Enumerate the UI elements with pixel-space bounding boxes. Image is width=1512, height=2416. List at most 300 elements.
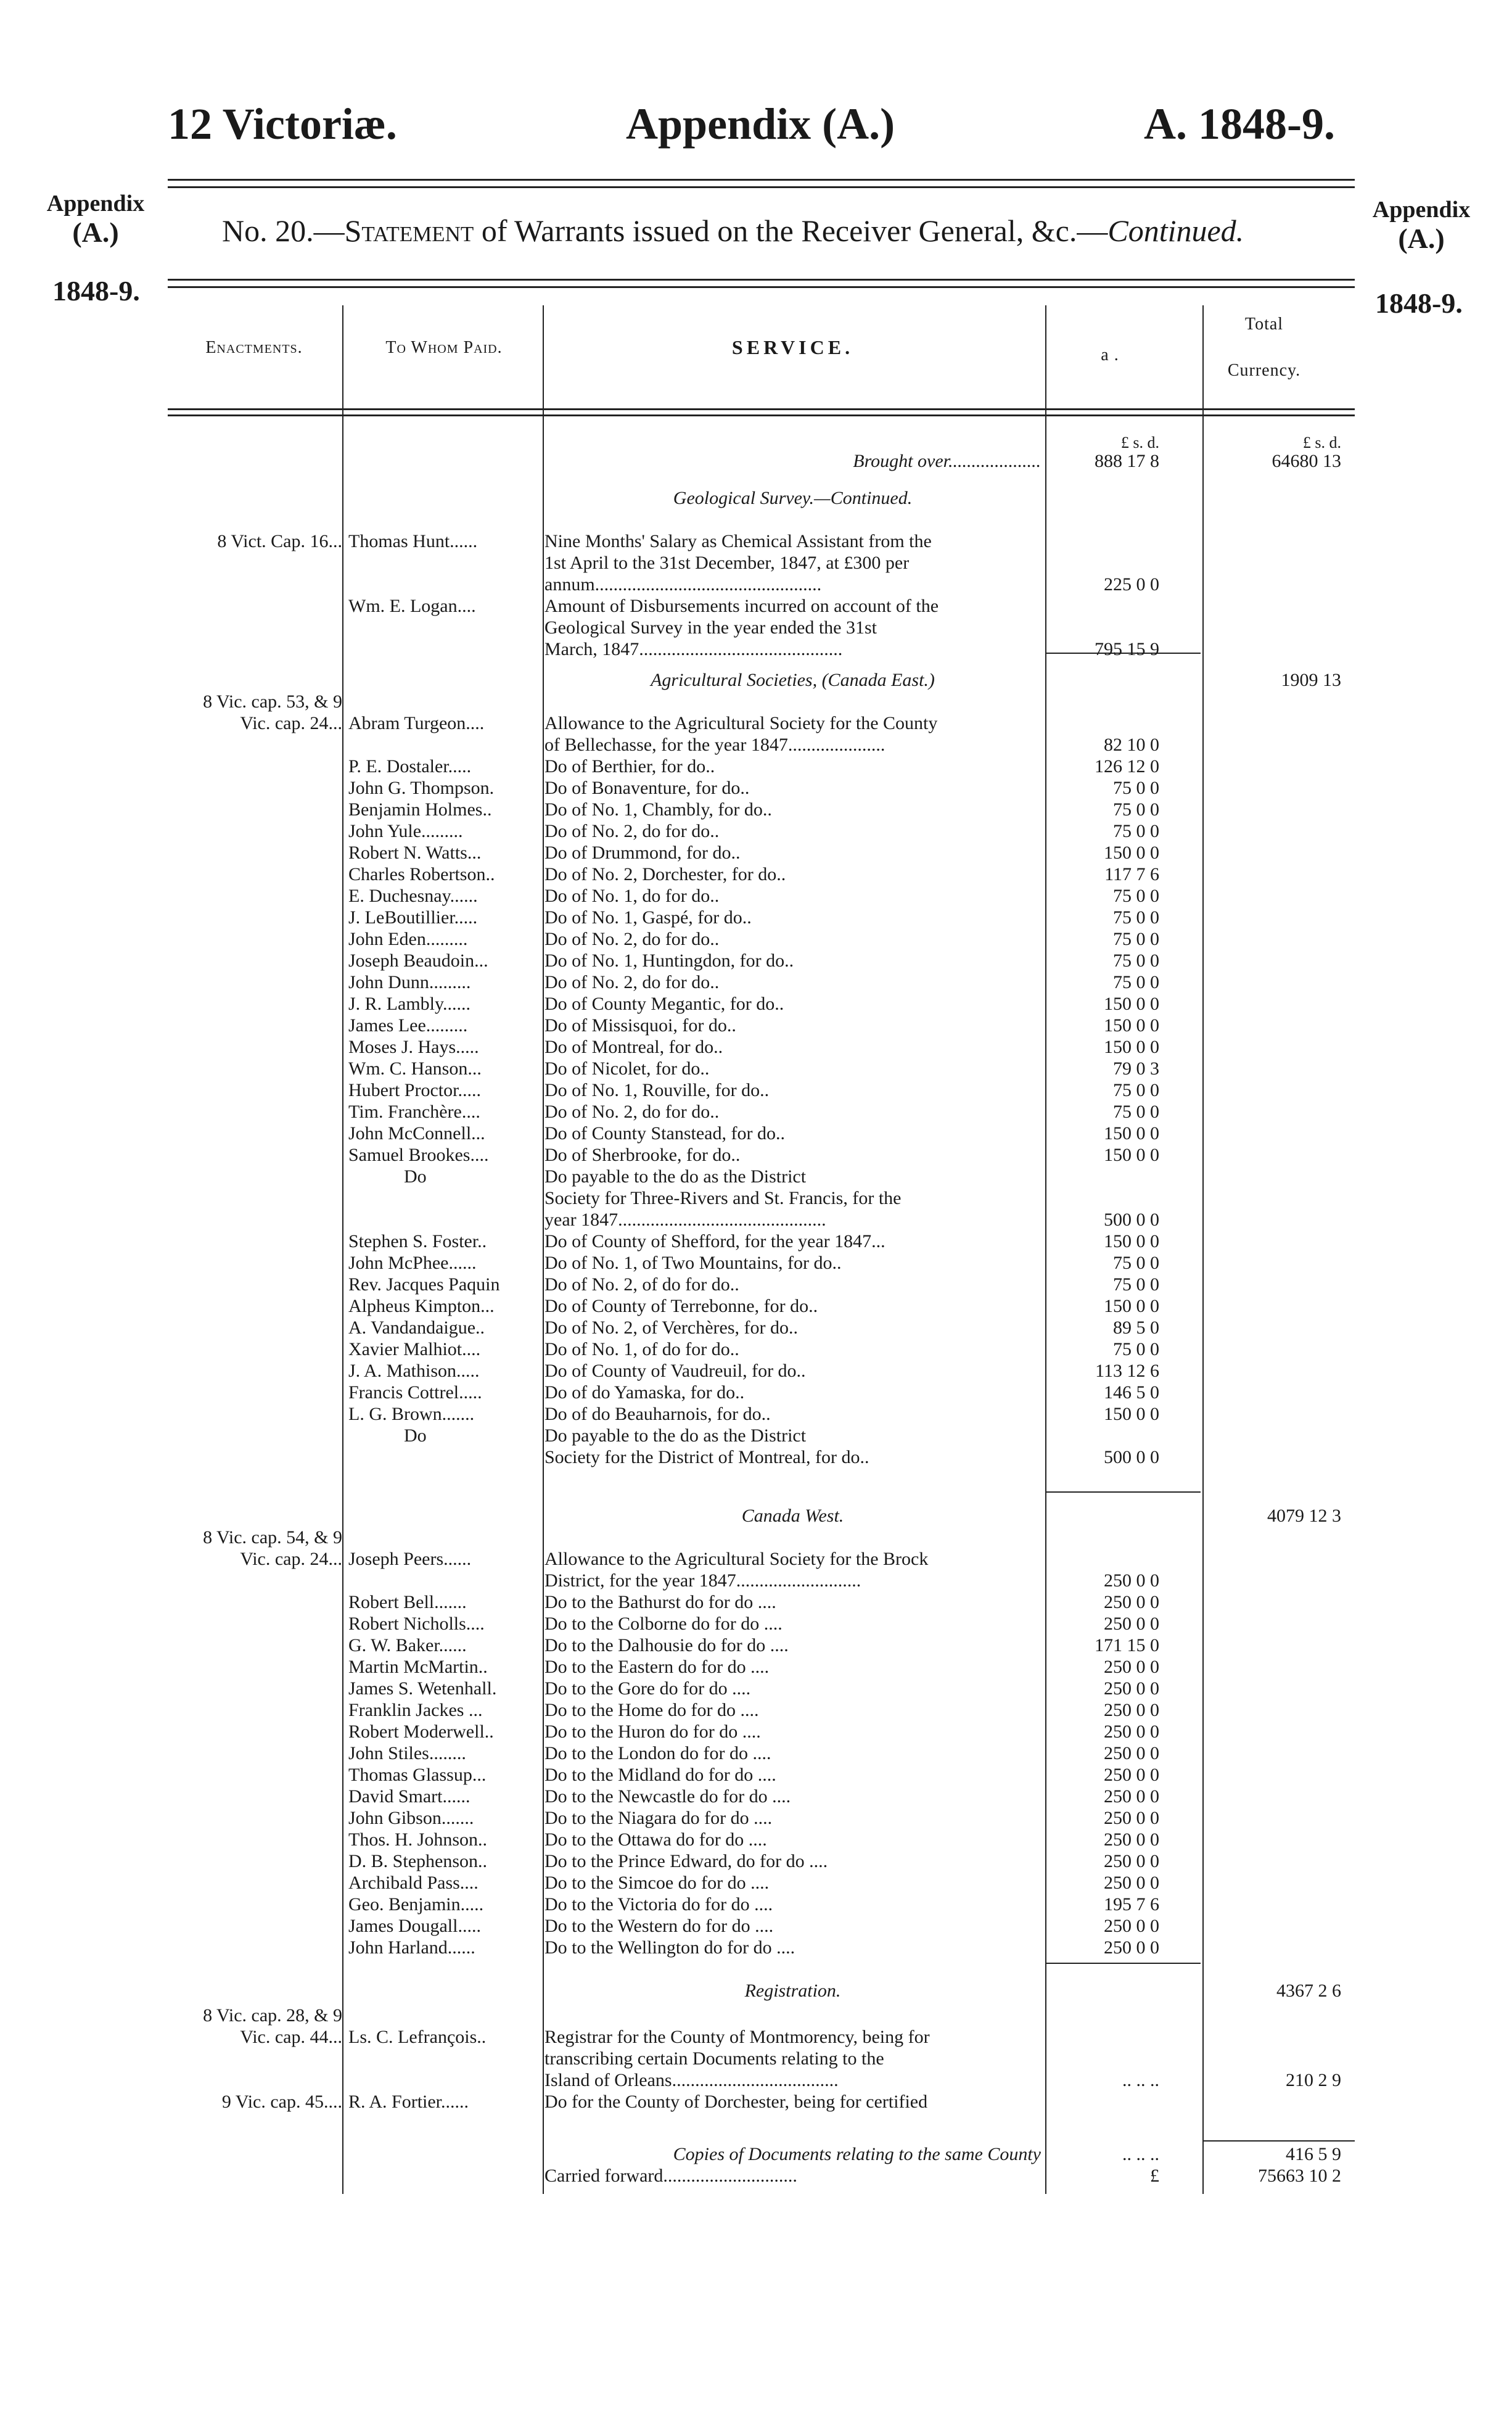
table-row bbox=[0, 2165, 1512, 2187]
service-cell: Canada West. bbox=[741, 1506, 844, 1526]
table-row bbox=[0, 595, 1512, 617]
payee-cell: John G. Thompson. bbox=[348, 778, 495, 798]
table-row bbox=[0, 1036, 1512, 1058]
table-row bbox=[0, 2005, 1512, 2026]
amount-cell: 75 0 0 bbox=[1113, 972, 1159, 992]
table-row bbox=[0, 1570, 1512, 1591]
service-cell: Do to the Ottawa do for do .... bbox=[544, 1829, 767, 1850]
total-cell: 416 5 9 bbox=[1286, 2144, 1341, 2164]
title-middle: of Warrants issued on the Receiver General, &c.— bbox=[474, 213, 1108, 248]
service-cell: Do to the Victoria do for do .... bbox=[544, 1894, 773, 1915]
service-cell: Carried forward............................. bbox=[544, 2166, 797, 2186]
service-cell: Do to the Niagara do for do .... bbox=[544, 1808, 773, 1828]
service-cell: Do of No. 1, do for do.. bbox=[544, 886, 720, 906]
service-cell: Do of No. 2, do for do.. bbox=[544, 972, 720, 992]
service-cell: Do to the London do for do .... bbox=[544, 1743, 771, 1763]
service-cell: Allowance to the Agricultural Society for the County bbox=[544, 713, 938, 733]
service-cell: Do of County Megantic, for do.. bbox=[544, 994, 784, 1014]
service-cell: Brought over.................... bbox=[853, 451, 1041, 471]
subtotal-rule-3 bbox=[1046, 1963, 1201, 1964]
header-right: A. 1848-9. bbox=[1144, 99, 1335, 149]
payee-cell: Geo. Benjamin..... bbox=[348, 1894, 484, 1915]
service-cell: Do of Montreal, for do.. bbox=[544, 1037, 723, 1057]
table-row bbox=[0, 1403, 1512, 1425]
amount-cell: 500 0 0 bbox=[1104, 1210, 1159, 1230]
total-cell: 1909 13 bbox=[1281, 670, 1341, 690]
amount-cell: 250 0 0 bbox=[1104, 1916, 1159, 1936]
amount-cell: 250 0 0 bbox=[1104, 1570, 1159, 1591]
table-row bbox=[0, 2026, 1512, 2048]
service-cell: Do of No. 2, Dorchester, for do.. bbox=[544, 864, 786, 884]
header-center: Appendix (A.) bbox=[626, 99, 895, 149]
table-row bbox=[0, 950, 1512, 971]
title-rule-top bbox=[168, 279, 1355, 281]
colhead-rule-bottom bbox=[168, 414, 1355, 416]
table-row bbox=[0, 669, 1512, 691]
margin-appendix-label: Appendix bbox=[46, 191, 145, 216]
lsd-heading-amount: £ s. d. bbox=[1120, 434, 1159, 451]
amount-cell: 150 0 0 bbox=[1104, 843, 1159, 863]
margin-a-label-right: (A.) bbox=[1398, 222, 1445, 254]
payee-cell: John Harland...... bbox=[348, 1937, 475, 1958]
table-row bbox=[0, 712, 1512, 734]
payee-cell: Xavier Malhiot.... bbox=[348, 1339, 481, 1359]
payee-cell: Do bbox=[404, 1166, 427, 1187]
table-row bbox=[0, 1252, 1512, 1274]
service-cell: Do of Sherbrooke, for do.. bbox=[544, 1145, 741, 1165]
colhead-rule-top bbox=[168, 408, 1355, 410]
service-cell: Nine Months' Salary as Chemical Assistant from the bbox=[544, 531, 932, 551]
service-cell: Do of No. 2, do for do.. bbox=[544, 821, 720, 841]
table-row bbox=[0, 1613, 1512, 1635]
service-cell: Do for the County of Dorchester, being for certified bbox=[544, 2092, 928, 2112]
table-row bbox=[0, 1058, 1512, 1079]
payee-cell: E. Duchesnay...... bbox=[348, 886, 478, 906]
amount-cell: 250 0 0 bbox=[1104, 1937, 1159, 1958]
table-row bbox=[0, 756, 1512, 777]
table-row bbox=[0, 928, 1512, 950]
table-row bbox=[0, 1786, 1512, 1807]
table-row bbox=[0, 1144, 1512, 1166]
payee-cell: Robert Nicholls.... bbox=[348, 1614, 485, 1634]
payee-cell: Robert Moderwell.. bbox=[348, 1721, 494, 1742]
service-cell: Agricultural Societies, (Canada East.) bbox=[651, 670, 935, 690]
service-cell: annum................................................. bbox=[544, 574, 822, 595]
payee-cell: Stephen S. Foster.. bbox=[348, 1231, 487, 1251]
table-row bbox=[0, 1850, 1512, 1872]
amount-cell: 75 0 0 bbox=[1113, 907, 1159, 928]
payee-cell: L. G. Brown....... bbox=[348, 1404, 475, 1424]
total-cell: 210 2 9 bbox=[1286, 2070, 1341, 2090]
enactment-cell: 8 Vict. Cap. 16... bbox=[217, 531, 342, 551]
amount-cell: 150 0 0 bbox=[1104, 994, 1159, 1014]
table-row bbox=[0, 530, 1512, 552]
service-cell: Do to the Newcastle do for do .... bbox=[544, 1786, 791, 1807]
payee-cell: Rev. Jacques Paquin bbox=[348, 1274, 500, 1295]
amount-cell: 250 0 0 bbox=[1104, 1808, 1159, 1828]
service-cell: Do of Nicolet, for do.. bbox=[544, 1058, 710, 1079]
margin-note-left bbox=[40, 191, 151, 248]
enactment-cell: Vic. cap. 24... bbox=[240, 1549, 342, 1569]
amount-cell: 250 0 0 bbox=[1104, 1614, 1159, 1634]
total-cell: 4079 12 3 bbox=[1267, 1506, 1341, 1526]
table-row bbox=[0, 1123, 1512, 1144]
title-statement: Statement bbox=[344, 213, 474, 248]
amount-cell: 150 0 0 bbox=[1104, 1296, 1159, 1316]
service-cell: 1st April to the 31st December, 1847, at £300 per bbox=[544, 553, 910, 573]
table-row bbox=[0, 1382, 1512, 1403]
service-cell: Do to the Wellington do for do .... bbox=[544, 1937, 795, 1958]
table-row bbox=[0, 552, 1512, 574]
service-cell: Do of No. 1, Gaspé, for do.. bbox=[544, 907, 752, 928]
header-rule-bottom bbox=[168, 186, 1355, 188]
amount-cell: 75 0 0 bbox=[1113, 1102, 1159, 1122]
amount-cell: 250 0 0 bbox=[1104, 1873, 1159, 1893]
payee-cell: John Eden......... bbox=[348, 929, 468, 949]
service-cell: Society for the District of Montreal, for do.. bbox=[544, 1447, 869, 1467]
col-payee: To Whom Paid. bbox=[385, 338, 503, 357]
table-row bbox=[0, 1980, 1512, 2002]
payee-cell: John McPhee...... bbox=[348, 1253, 477, 1273]
amount-cell: .. .. .. bbox=[1122, 2070, 1159, 2090]
amount-cell: 250 0 0 bbox=[1104, 1721, 1159, 1742]
service-cell: Do to the Dalhousie do for do .... bbox=[544, 1635, 789, 1655]
service-cell: Do to the Prince Edward, do for do .... bbox=[544, 1851, 828, 1871]
amount-cell: 250 0 0 bbox=[1104, 1765, 1159, 1785]
amount-cell: 888 17 8 bbox=[1095, 451, 1159, 471]
amount-cell: 75 0 0 bbox=[1113, 929, 1159, 949]
table-row bbox=[0, 1338, 1512, 1360]
header-left: 12 Victoriæ. bbox=[168, 99, 397, 149]
amount-cell: 75 0 0 bbox=[1113, 1253, 1159, 1273]
payee-cell: David Smart...... bbox=[348, 1786, 470, 1807]
total-cell: 64680 13 bbox=[1272, 451, 1341, 471]
payee-cell: Francis Cottrel..... bbox=[348, 1382, 482, 1403]
amount-cell: 150 0 0 bbox=[1104, 1037, 1159, 1057]
amount-cell: 250 0 0 bbox=[1104, 1829, 1159, 1850]
table-row bbox=[0, 1425, 1512, 1446]
amount-cell: 75 0 0 bbox=[1113, 1080, 1159, 1100]
amount-cell: 225 0 0 bbox=[1104, 574, 1159, 595]
payee-cell: John Dunn......... bbox=[348, 972, 471, 992]
table-row bbox=[0, 971, 1512, 993]
amount-cell: 75 0 0 bbox=[1113, 886, 1159, 906]
table-row bbox=[0, 820, 1512, 842]
enactment-cell: Vic. cap. 44... bbox=[240, 2027, 342, 2047]
service-cell: Do of No. 1, Chambly, for do.. bbox=[544, 799, 772, 820]
payee-cell: J. R. Lambly...... bbox=[348, 994, 471, 1014]
payee-cell: John Stiles........ bbox=[348, 1743, 466, 1763]
col-service: SERVICE. bbox=[731, 336, 854, 358]
service-cell: Geological Survey.—Continued. bbox=[673, 488, 913, 508]
service-cell: Do of No. 2, do for do.. bbox=[544, 1102, 720, 1122]
payee-cell: Franklin Jackes ... bbox=[348, 1700, 483, 1720]
table-row bbox=[0, 2143, 1512, 2165]
service-cell: Do of Bonaventure, for do.. bbox=[544, 778, 750, 798]
amount-cell: 75 0 0 bbox=[1113, 1274, 1159, 1295]
table-row bbox=[0, 777, 1512, 799]
table-row bbox=[0, 1209, 1512, 1231]
title-prefix: No. 20.— bbox=[222, 213, 345, 248]
total-rule bbox=[1204, 2140, 1355, 2142]
amount-cell: 500 0 0 bbox=[1104, 1447, 1159, 1467]
service-cell: Do of do Beauharnois, for do.. bbox=[544, 1404, 771, 1424]
service-cell: Do of Berthier, for do.. bbox=[544, 756, 715, 777]
table-row bbox=[0, 638, 1512, 660]
service-cell: Do to the Home do for do .... bbox=[544, 1700, 759, 1720]
service-cell: Do of Drummond, for do.. bbox=[544, 843, 741, 863]
table-row bbox=[0, 2069, 1512, 2091]
payee-cell: John Gibson....... bbox=[348, 1808, 474, 1828]
payee-cell: Wm. C. Hanson... bbox=[348, 1058, 482, 1079]
table-row bbox=[0, 1635, 1512, 1656]
service-cell: Do of County of Terrebonne, for do.. bbox=[544, 1296, 818, 1316]
payee-cell: Samuel Brookes.... bbox=[348, 1145, 489, 1165]
table-row bbox=[0, 617, 1512, 638]
table-row bbox=[0, 799, 1512, 820]
table-row bbox=[0, 574, 1512, 595]
total-cell: 75663 10 2 bbox=[1258, 2166, 1341, 2186]
table-row bbox=[0, 1721, 1512, 1742]
lsd-heading-total: £ s. d. bbox=[1302, 434, 1341, 451]
table-row bbox=[0, 1742, 1512, 1764]
table-row bbox=[0, 1187, 1512, 1209]
table-row bbox=[0, 864, 1512, 885]
amount-cell: 117 7 6 bbox=[1104, 864, 1159, 884]
table-row bbox=[0, 1166, 1512, 1187]
col-amount: a . bbox=[1101, 345, 1119, 365]
subtotal-rule-2 bbox=[1046, 1491, 1201, 1493]
table-row bbox=[0, 734, 1512, 756]
margin-a-label: (A.) bbox=[72, 216, 119, 248]
payee-cell: Wm. E. Logan.... bbox=[348, 596, 476, 616]
amount-cell: 126 12 0 bbox=[1095, 756, 1159, 777]
payee-cell: G. W. Baker...... bbox=[348, 1635, 467, 1655]
amount-cell: 250 0 0 bbox=[1104, 1851, 1159, 1871]
service-cell: Geological Survey in the year ended the 31st bbox=[544, 617, 877, 638]
table-row bbox=[0, 1231, 1512, 1252]
amount-cell: 150 0 0 bbox=[1104, 1231, 1159, 1251]
amount-cell: 75 0 0 bbox=[1113, 778, 1159, 798]
payee-cell: D. B. Stephenson.. bbox=[348, 1851, 487, 1871]
table-row bbox=[0, 993, 1512, 1015]
table-row bbox=[0, 1764, 1512, 1786]
payee-cell: Joseph Peers...... bbox=[348, 1549, 472, 1569]
col-total: Total bbox=[1244, 315, 1284, 334]
service-cell: transcribing certain Documents relating to the bbox=[544, 2048, 884, 2069]
amount-cell: 250 0 0 bbox=[1104, 1592, 1159, 1612]
table-row bbox=[0, 1937, 1512, 1958]
service-cell: Do payable to the do as the District bbox=[544, 1425, 807, 1446]
amount-cell: 250 0 0 bbox=[1104, 1657, 1159, 1677]
table-row bbox=[0, 1915, 1512, 1937]
title-rule-bottom bbox=[168, 286, 1355, 288]
table-row bbox=[0, 885, 1512, 907]
amount-cell: .. .. .. bbox=[1122, 2144, 1159, 2164]
amount-cell: 150 0 0 bbox=[1104, 1145, 1159, 1165]
table-row bbox=[0, 907, 1512, 928]
enactment-cell: 8 Vic. cap. 54, & 9 bbox=[203, 1527, 342, 1548]
service-cell: Do of Missisquoi, for do.. bbox=[544, 1015, 736, 1036]
service-cell: Do of County Stanstead, for do.. bbox=[544, 1123, 785, 1144]
table-row bbox=[0, 1591, 1512, 1613]
amount-cell: 75 0 0 bbox=[1113, 950, 1159, 971]
table-row bbox=[0, 487, 1512, 509]
amount-cell: 146 5 0 bbox=[1104, 1382, 1159, 1403]
amount-cell: 89 5 0 bbox=[1113, 1317, 1159, 1338]
amount-cell: 795 15 9 bbox=[1095, 639, 1159, 659]
margin-note-right bbox=[1366, 197, 1477, 254]
payee-cell: Charles Robertson.. bbox=[348, 864, 495, 884]
table-row bbox=[0, 1505, 1512, 1527]
payee-cell: James Dougall..... bbox=[348, 1916, 481, 1936]
service-cell: Allowance to the Agricultural Society for the Brock bbox=[544, 1549, 929, 1569]
service-cell: of Bellechasse, for the year 1847..................... bbox=[544, 735, 885, 755]
table-row bbox=[0, 2091, 1512, 2113]
payee-cell: P. E. Dostaler..... bbox=[348, 756, 472, 777]
amount-cell: 75 0 0 bbox=[1113, 1339, 1159, 1359]
payee-cell: J. A. Mathison..... bbox=[348, 1361, 480, 1381]
payee-cell: Moses J. Hays..... bbox=[348, 1037, 479, 1057]
table-row bbox=[0, 1446, 1512, 1468]
payee-cell: Robert N. Watts... bbox=[348, 843, 482, 863]
service-cell: Do to the Western do for do .... bbox=[544, 1916, 774, 1936]
payee-cell: Tim. Franchère.... bbox=[348, 1102, 480, 1122]
amount-cell: 150 0 0 bbox=[1104, 1123, 1159, 1144]
payee-cell: Thos. H. Johnson.. bbox=[348, 1829, 488, 1850]
enactment-cell: 8 Vic. cap. 28, & 9 bbox=[203, 2005, 342, 2026]
amount-cell: 113 12 6 bbox=[1095, 1361, 1159, 1381]
table-row bbox=[0, 842, 1512, 864]
margin-appendix-label-right: Appendix bbox=[1372, 197, 1471, 223]
amount-cell: 171 15 0 bbox=[1095, 1635, 1159, 1655]
col-currency: Currency. bbox=[1227, 361, 1301, 380]
table-row bbox=[0, 1894, 1512, 1915]
service-cell: Do to the Huron do for do .... bbox=[544, 1721, 761, 1742]
table-row bbox=[0, 1079, 1512, 1101]
payee-cell: James Lee......... bbox=[348, 1015, 468, 1036]
payee-cell: Abram Turgeon.... bbox=[348, 713, 485, 733]
table-row bbox=[0, 1872, 1512, 1894]
total-cell: 4367 2 6 bbox=[1276, 1981, 1341, 2001]
payee-cell: Alpheus Kimpton... bbox=[348, 1296, 495, 1316]
enactment-cell: 8 Vic. cap. 53, & 9 bbox=[203, 691, 342, 712]
payee-cell: Thomas Hunt...... bbox=[348, 531, 478, 551]
payee-cell: A. Vandandaigue.. bbox=[348, 1317, 485, 1338]
header-rule-top bbox=[168, 179, 1355, 181]
amount-cell: 79 0 3 bbox=[1113, 1058, 1159, 1079]
amount-cell: 82 10 0 bbox=[1104, 735, 1159, 755]
amount-cell: 150 0 0 bbox=[1104, 1404, 1159, 1424]
service-cell: Do to the Eastern do for do .... bbox=[544, 1657, 770, 1677]
enactment-cell: 9 Vic. cap. 45.... bbox=[221, 2092, 342, 2112]
service-cell: Do to the Bathurst do for do .... bbox=[544, 1592, 776, 1612]
payee-cell: Do bbox=[404, 1425, 427, 1446]
col-enactments: Enactments. bbox=[205, 338, 303, 357]
table-row bbox=[0, 2048, 1512, 2069]
service-cell: Do of No. 1, of do for do.. bbox=[544, 1339, 739, 1359]
table-row bbox=[0, 1548, 1512, 1570]
service-cell: Do to the Gore do for do .... bbox=[544, 1678, 751, 1699]
service-cell: Do of No. 1, of Two Mountains, for do.. bbox=[544, 1253, 842, 1273]
amount-cell: 250 0 0 bbox=[1104, 1700, 1159, 1720]
service-cell: Do of No. 2, of do for do.. bbox=[544, 1274, 739, 1295]
service-cell: Amount of Disbursements incurred on account of the bbox=[544, 596, 939, 616]
service-cell: Do of do Yamaska, for do.. bbox=[544, 1382, 745, 1403]
payee-cell: R. A. Fortier...... bbox=[348, 2092, 469, 2112]
payee-cell: John Yule......... bbox=[348, 821, 463, 841]
payee-cell: Hubert Proctor..... bbox=[348, 1080, 481, 1100]
amount-cell: 195 7 6 bbox=[1104, 1894, 1159, 1915]
table-row bbox=[0, 1807, 1512, 1829]
table-row bbox=[0, 1360, 1512, 1382]
payee-cell: Thomas Glassup... bbox=[348, 1765, 487, 1785]
statement-title bbox=[222, 213, 1244, 249]
service-cell: District, for the year 1847........................... bbox=[544, 1570, 861, 1591]
table-row bbox=[0, 691, 1512, 712]
payee-cell: J. LeBoutillier..... bbox=[348, 907, 478, 928]
payee-cell: John McConnell... bbox=[348, 1123, 485, 1144]
enactment-cell: Vic. cap. 24... bbox=[240, 713, 342, 733]
amount-cell: 250 0 0 bbox=[1104, 1743, 1159, 1763]
service-cell: Do to the Colborne do for do .... bbox=[544, 1614, 783, 1634]
service-cell: Society for Three-Rivers and St. Francis, for the bbox=[544, 1188, 902, 1208]
service-cell: Do of No. 1, Rouville, for do.. bbox=[544, 1080, 770, 1100]
amount-cell: 75 0 0 bbox=[1113, 821, 1159, 841]
payee-cell: Joseph Beaudoin... bbox=[348, 950, 488, 971]
payee-cell: Archibald Pass.... bbox=[348, 1873, 479, 1893]
amount-cell: £ bbox=[1150, 2166, 1159, 2186]
service-cell: Do to the Midland do for do .... bbox=[544, 1765, 776, 1785]
payee-cell: Martin McMartin.. bbox=[348, 1657, 488, 1677]
margin-year-right: 1848-9. bbox=[1375, 287, 1463, 319]
table-row bbox=[0, 1527, 1512, 1548]
table-row bbox=[0, 1829, 1512, 1850]
payee-cell: James S. Wetenhall. bbox=[348, 1678, 497, 1699]
service-cell: March, 1847............................................ bbox=[544, 639, 843, 659]
table-row bbox=[0, 1015, 1512, 1036]
amount-cell: 150 0 0 bbox=[1104, 1015, 1159, 1036]
table-row bbox=[0, 1295, 1512, 1317]
table-row bbox=[0, 450, 1512, 472]
amount-cell: 250 0 0 bbox=[1104, 1678, 1159, 1699]
service-cell: year 1847............................................. bbox=[544, 1210, 826, 1230]
service-cell: Do of County of Shefford, for the year 1847... bbox=[544, 1231, 885, 1251]
amount-cell: 75 0 0 bbox=[1113, 799, 1159, 820]
service-cell: Do to the Simcoe do for do .... bbox=[544, 1873, 770, 1893]
payee-cell: Robert Bell....... bbox=[348, 1592, 467, 1612]
table-row bbox=[0, 1678, 1512, 1699]
service-cell: Copies of Documents relating to the same County bbox=[673, 2144, 1041, 2164]
margin-year-left: 1848-9. bbox=[52, 275, 140, 307]
service-cell: Registration. bbox=[744, 1981, 841, 2001]
table-row bbox=[0, 1274, 1512, 1295]
payee-cell: Ls. C. Lefrançois.. bbox=[348, 2027, 487, 2047]
service-cell: Do of County of Vaudreuil, for do.. bbox=[544, 1361, 806, 1381]
table-row bbox=[0, 1101, 1512, 1123]
service-cell: Registrar for the County of Montmorency, being for bbox=[544, 2027, 930, 2047]
title-continued: Continued. bbox=[1107, 213, 1244, 248]
table-row bbox=[0, 1317, 1512, 1338]
payee-cell: Benjamin Holmes.. bbox=[348, 799, 492, 820]
amount-cell: 250 0 0 bbox=[1104, 1786, 1159, 1807]
table-row bbox=[0, 1699, 1512, 1721]
service-cell: Do of No. 2, do for do.. bbox=[544, 929, 720, 949]
service-cell: Island of Orleans.................................... bbox=[544, 2070, 839, 2090]
service-cell: Do of No. 2, of Verchères, for do.. bbox=[544, 1317, 799, 1338]
service-cell: Do payable to the do as the District bbox=[544, 1166, 807, 1187]
table-row bbox=[0, 1656, 1512, 1678]
